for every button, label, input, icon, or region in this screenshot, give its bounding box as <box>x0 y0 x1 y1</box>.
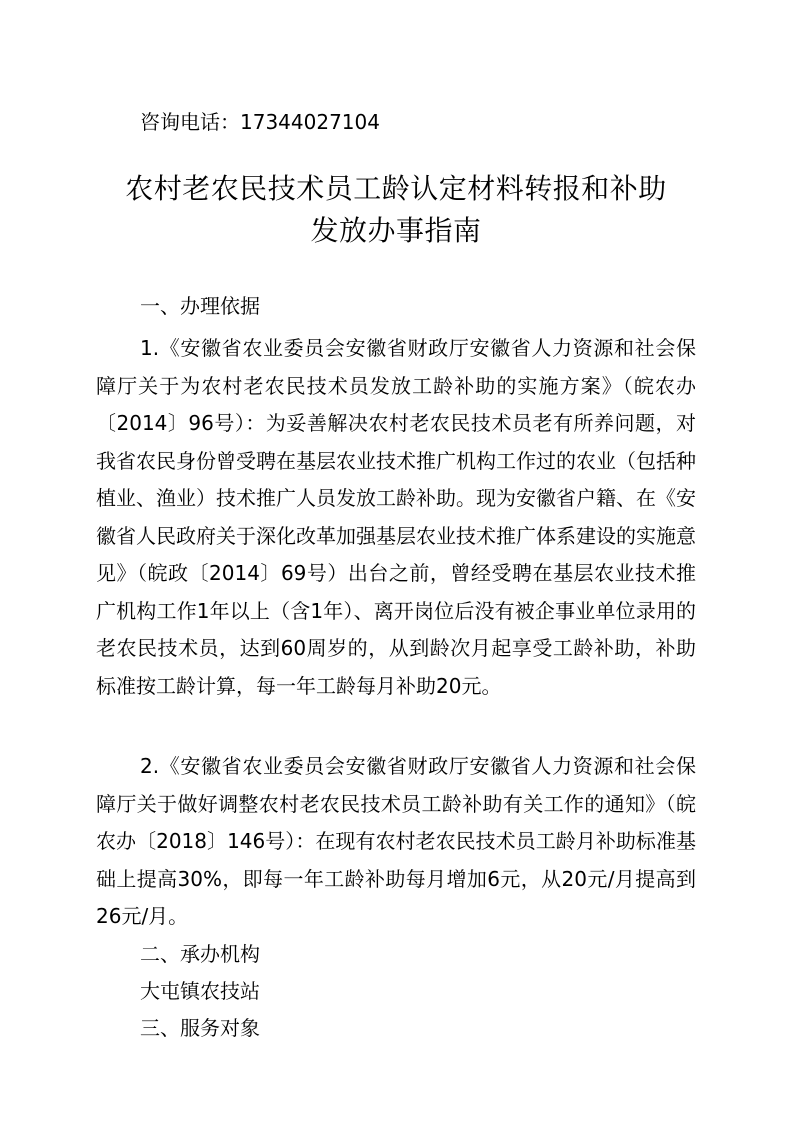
section-heading-target: 三、服务对象 <box>140 1016 260 1040</box>
page-title <box>96 168 696 252</box>
title-line-1: 农村老农民技术员工龄认定材料转报和补助 <box>125 172 667 205</box>
agency-name: 大屯镇农技站 <box>140 979 260 1003</box>
basis-paragraph-1: 1.《安徽省农业委员会安徽省财政厅安徽省人力资源和社会保障厅关于为农村老农民技术员发放工龄补助的实施方案》（皖农办〔2014〕96号）：为妥善解决农村老农民技术员老有所养问题，对我省农民身份曾受聘在基层农业技术推广机构工作过的农业（包括种植业、渔业）技术推广人员发放工龄补助。现为安徽省户籍、在《安徽省人民政府关于深化改革加强基层农业技术推广体系建设的实施意见》（皖政〔2014〕69号）出台之前，曾经受聘在基层农业技术推广机构工作1年以上（含1年）、离开岗位后没有被企事业单位录用的老农民技术员，达到60周岁的，从到龄次月起享受工龄补助，补助标准按工龄计算，每一年工龄每月补助20元。 <box>96 336 696 698</box>
section-heading-basis: 一、办理依据 <box>140 294 260 318</box>
title-line-2: 发放办事指南 <box>310 214 482 247</box>
basis-paragraph-2: 2.《安徽省农业委员会安徽省财政厅安徽省人力资源和社会保障厅关于做好调整农村老农民技术员工龄补助有关工作的通知》（皖农办〔2018〕146号）：在现有农村老农民技术员工龄月补助标准基础上提高30%，即每一年工龄补助每月增加6元，从20元/月提高到26元/月。 <box>96 754 696 928</box>
section-heading-agency: 二、承办机构 <box>140 942 260 966</box>
contact-phone: 咨询电话：17344027104 <box>140 110 380 134</box>
